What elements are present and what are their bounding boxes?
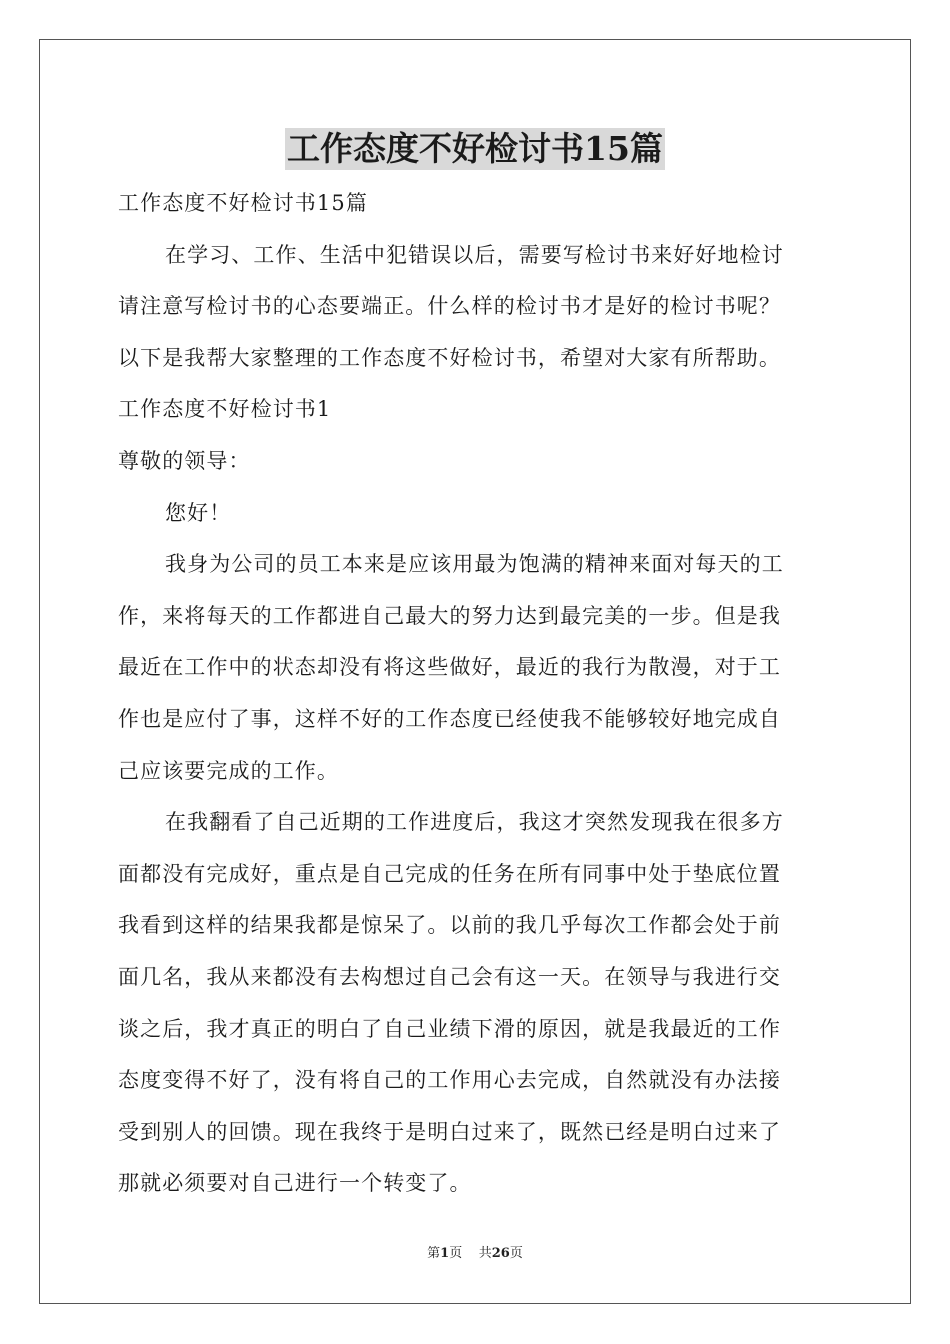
text-line: 作，来将每天的工作都进自己最大的努力达到最完美的一步。但是我 [118,603,781,628]
text-line: 在学习、工作、生活中犯错误以后，需要写检讨书来好好地检讨 [165,242,784,267]
document-title: 工作态度不好检讨书15篇 [287,129,663,168]
text-line: 态度变得不好了，没有将自己的工作用心去完成，自然就没有办法接 [118,1068,781,1093]
text-line: 尊敬的领导： [118,448,251,473]
page-number-suffix: 页 [449,1246,463,1261]
text-line: 己应该要完成的工作。 [118,758,339,783]
current-page-number: 1 [440,1246,450,1261]
text-line: 工作态度不好检讨书15篇 [118,191,368,215]
text-line: 工作态度不好检讨书1 [118,397,332,422]
text-line: 谈之后，我才真正的明白了自己业绩下滑的原因，就是我最近的工作 [118,1016,781,1041]
text-line: 您好！ [165,500,232,525]
text-line: 最近在工作中的状态却没有将这些做好，最近的我行为散漫，对于工 [118,655,781,680]
text-line: 我看到这样的结果我都是惊呆了。以前的我几乎每次工作都会处于前 [118,913,781,938]
total-pages-suffix: 页 [509,1246,523,1261]
text-line: 受到别人的回馈。现在我终于是明白过来了，既然已经是明白过来了 [118,1119,781,1144]
page-footer [0,1244,950,1264]
total-page-count: 26 [491,1246,510,1261]
title-container [0,128,950,170]
text-line: 我身为公司的员工本来是应该用最为饱满的精神来面对每天的工 [165,552,784,577]
page-number-prefix: 第 [427,1246,441,1261]
document-body [118,178,834,1210]
text-line: 以下是我帮大家整理的工作态度不好检讨书，希望对大家有所帮助。 [118,345,781,370]
text-line: 那就必须要对自己进行一个转变了。 [118,1171,472,1196]
text-line: 作也是应付了事，这样不好的工作态度已经使我不能够较好地完成自 [118,706,781,731]
text-line: 面都没有完成好，重点是自己完成的任务在所有同事中处于垫底位置 [118,861,781,886]
total-pages-prefix: 共 [478,1246,492,1261]
text-line: 在我翻看了自己近期的工作进度后，我这才突然发现我在很多方 [165,810,784,835]
text-line: 面几名，我从来都没有去构想过自己会有这一天。在领导与我进行交 [118,964,781,989]
text-line: 请注意写检讨书的心态要端正。什么样的检讨书才是好的检讨书呢？ [118,294,781,319]
